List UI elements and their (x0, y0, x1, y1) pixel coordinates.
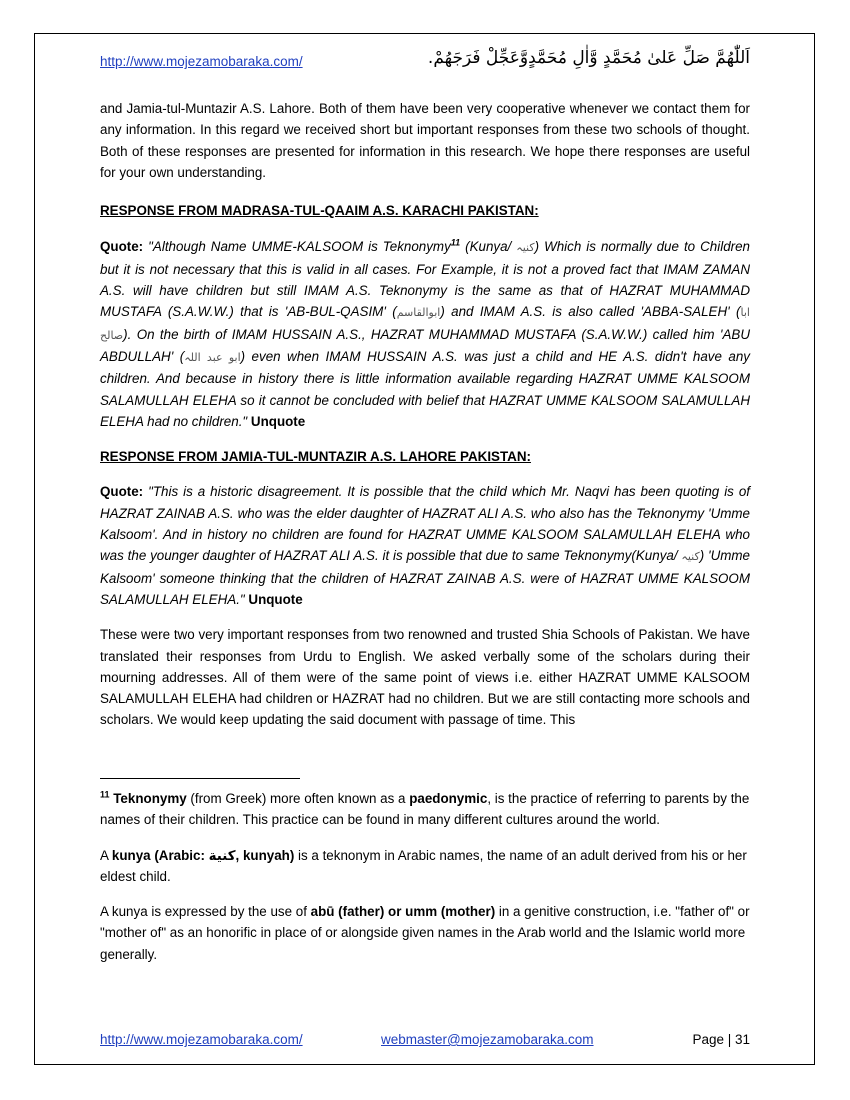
footnote-ref[interactable]: 11 (450, 238, 461, 249)
header-arabic-invocation: اَللّٰهُمَّ صَلِّ عَلىٰ مُحَمَّدٍ وَّاٰلِ مُحَمَّدٍوَّعَجِّلْ فَرَجَهُمْ. (427, 48, 750, 68)
unquote-label: Unquote (250, 413, 306, 429)
footnote-separator (100, 778, 300, 779)
quote-label: Quote: (100, 484, 144, 500)
footnote-kunya: A kunya (Arabic: كنية, kunyah) is a teknonym in Arabic names, the name of an adult derived from his or her eldest child. (100, 847, 747, 884)
footnote-kunya-usage: A kunya is expressed by the use of abū (father) or umm (mother) in a genitive construction, i.e. "father of" or "mother of" as an honorific in place of or alongside given names in the Arab world and the Islamic world more generally. (100, 904, 750, 962)
body-text (100, 98, 750, 731)
footer-url-link[interactable]: http://www.mojezamobaraka.com/ (100, 1032, 303, 1047)
quote-jamia (100, 481, 750, 610)
unquote-label: Unquote (248, 591, 303, 607)
footnote-11: $^{11}$ Teknonymy (from Greek) more often known as a paedonymic, is the practice of referring to parents by the names of their children. This practice can be found in many different cultures around the world. (100, 789, 750, 828)
footer-email-link[interactable]: webmaster@mojezamobaraka.com (381, 1032, 594, 1047)
page-number: Page | 31 (692, 1032, 750, 1047)
footnote-number: 11 (100, 789, 110, 800)
quote-madrasa (100, 236, 750, 432)
footnotes (100, 788, 750, 965)
heading-madrasa-response: RESPONSE FROM MADRASA-TUL-QAAIM A.S. KARACHI PAKISTAN: (100, 203, 539, 219)
heading-jamia-response: RESPONSE FROM JAMIA-TUL-MUNTAZIR A.S. LAHORE PAKISTAN: (100, 449, 531, 465)
closing-paragraph: These were two very important responses from two renowned and trusted Shia Schools of Pakistan. We have translated their responses from Urdu to English. We asked verbally some of the scholars during their mourning addresses. All of them were of the same point of views i.e. either HAZRAT UMME KALSOOM SALAMULLAH ELEHA had children or HAZRAT had no children. But we are still contacting more schools and scholars. We would keep updating the said document with passage of time. This (100, 627, 750, 728)
quote-text: "Although Name UMME-KALSOOM is Teknonymy$^{11}$ (Kunya/ کنیہ) Which is normally due to Children but it is not necessary that this is valid in all cases. For Example, it is not a proved fact that IMAM ZAMAN A.S. will have children but still IMAM A.S. Teknonymy is the same as that of HAZRAT MUHAMMAD MUSTAFA (S.A.W.W.) that is 'AB-BUL-QASIM' (ابوالقاسم) and IMAM A.S. is also called 'ABBA-SALEH' (ابا صالح). On the birth of IMAM HUSSAIN A.S., HAZRAT MUHAMMAD MUSTAFA (S.A.W.W.) called him 'ABU ABDULLAH' (ابو عبد اللہ) even when IMAM HUSSAIN A.S. was just a child and HE A.S. didn't have any children. And because in history there is little information available regarding HAZRAT UMME KALSOOM SALAMULLAH ELEHA so it cannot be concluded with belief that HAZRAT UMME KALSOOM SALAMULLAH ELEHA had no children." (100, 238, 750, 429)
quote-text: "This is a historic disagreement. It is possible that the child which Mr. Naqvi has been quoting is of HAZRAT ZAINAB A.S. who was the elder daughter of HAZRAT ALI A.S. who also has the Teknonymy 'Umme Kalsoom'. And in history no children are found for HAZRAT UMME KALSOOM SALAMULLAH ELEHA who was the younger daughter of HAZRAT ALI A.S. it is possible that due to same Teknonymy(Kunya/ کنیہ) 'Umme Kalsoom' someone thinking that the children of HAZRAT ZAINAB A.S. were of HAZRAT UMME KALSOOM SALAMULLAH ELEHA." (100, 484, 750, 607)
intro-paragraph: and Jamia-tul-Muntazir A.S. Lahore. Both of them have been very cooperative whenever we contact them for any information. In this regard we received short but important responses from these two schools of thought. Both of these responses are presented for information in this research. We hope there responses are useful for your own understanding. (100, 101, 750, 180)
header-url-link[interactable]: http://www.mojezamobaraka.com/ (100, 54, 303, 69)
quote-label: Quote: (100, 239, 144, 255)
